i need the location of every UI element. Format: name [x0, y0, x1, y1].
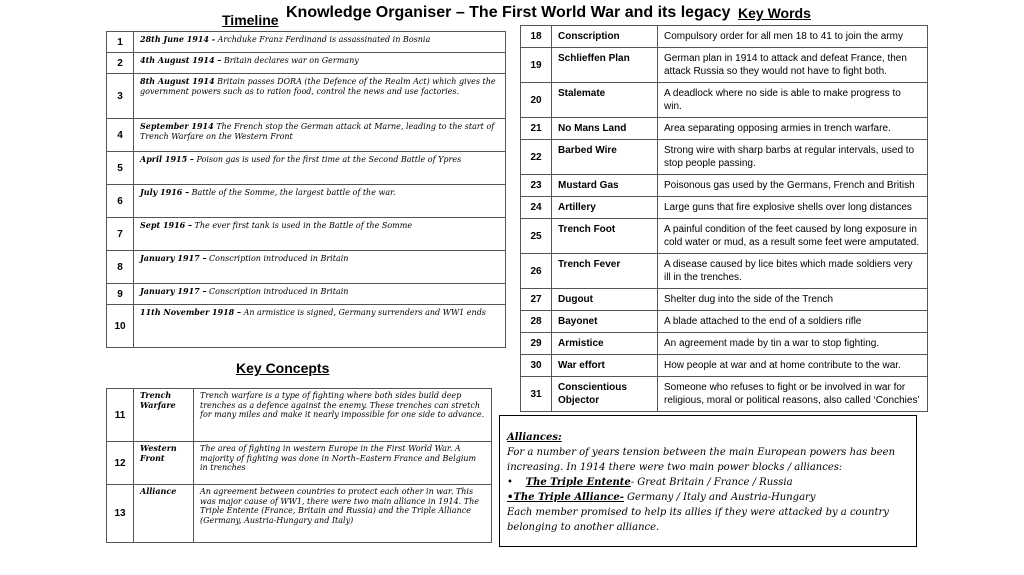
- entente-members: - Great Britain / France / Russia: [630, 477, 793, 488]
- table-row: [521, 175, 928, 197]
- alliances-intro: For a number of years tension between the main European powers has been increasing. In 1914 there were two main power blocks / alliances:: [507, 447, 896, 473]
- row-number: 6: [107, 185, 134, 218]
- key-word-definition: Area separating opposing armies in trench warfare.: [658, 118, 928, 140]
- concept-term: Western Front: [134, 442, 194, 485]
- timeline-table: [106, 31, 506, 348]
- timeline-date: 8th August 1914: [140, 76, 215, 86]
- concept-term: Alliance: [134, 485, 194, 543]
- timeline-date: Sept 1916 –: [140, 220, 192, 230]
- key-word-definition: Someone who refuses to fight or be involved in war for religious, moral or political reasons, also called ‘Conchies’: [658, 377, 928, 412]
- timeline-text: Britain passes DORA (the Defence of the Realm Act) which gives the government powers such as to ration food, control the news and use factories.: [140, 77, 496, 96]
- row-number: 3: [107, 74, 134, 119]
- table-row: [521, 197, 928, 219]
- row-number: 24: [521, 197, 552, 219]
- timeline-entry: [134, 53, 506, 74]
- key-word-definition: An agreement made by tin a war to stop fighting.: [658, 333, 928, 355]
- table-row: [107, 74, 506, 119]
- row-number: 4: [107, 119, 134, 152]
- table-row: [521, 333, 928, 355]
- timeline-entry: [134, 152, 506, 185]
- key-word-term: Conscientious Objector: [552, 377, 658, 412]
- timeline-entry: [134, 74, 506, 119]
- bullet-icon: •: [507, 477, 526, 488]
- alliances-box: [499, 415, 917, 547]
- timeline-date: September 1914: [140, 121, 214, 131]
- timeline-entry: [134, 251, 506, 284]
- table-row: [521, 289, 928, 311]
- timeline-text: Archduke Franz Ferdinand is assassinated in Bosnia: [217, 35, 431, 44]
- key-word-definition: A disease caused by lice bites which made soldiers very ill in the trenches.: [658, 254, 928, 289]
- row-number: 12: [107, 442, 134, 485]
- key-word-definition: How people at war and at home contribute to the war.: [658, 355, 928, 377]
- row-number: 8: [107, 251, 134, 284]
- alliances-closing: Each member promised to help its allies if they were attacked by a country belonging to another alliance.: [507, 507, 889, 533]
- table-row: [107, 32, 506, 53]
- row-number: 10: [107, 305, 134, 348]
- concept-definition: The area of fighting in western Europe in the First World War. A majority of fighting was done in North–Eastern France and Belgium in trenches: [194, 442, 492, 485]
- page-title: Knowledge Organiser – The First World War and its legacy: [286, 4, 731, 21]
- table-row: [521, 311, 928, 333]
- table-row: [107, 305, 506, 348]
- timeline-heading: Timeline: [222, 12, 279, 28]
- timeline-entry: [134, 119, 506, 152]
- concept-definition: Trench warfare is a type of fighting where both sides build deep trenches as a defence against the enemy. These trenches can stretch for many miles and make it nearly impossible for one side to advance.: [194, 389, 492, 442]
- row-number: 28: [521, 311, 552, 333]
- row-number: 13: [107, 485, 134, 543]
- key-word-term: Armistice: [552, 333, 658, 355]
- table-row: [521, 26, 928, 48]
- row-number: 19: [521, 48, 552, 83]
- key-word-definition: A painful condition of the feet caused by long exposure in cold water or mud, as a result some feet were amputated.: [658, 219, 928, 254]
- timeline-text: Poison gas is used for the first time at the Second Battle of Ypres: [196, 155, 462, 164]
- row-number: 5: [107, 152, 134, 185]
- key-word-definition: German plan in 1914 to attack and defeat France, then attack Russia so they would not have to fight both.: [658, 48, 928, 83]
- key-word-term: Dugout: [552, 289, 658, 311]
- timeline-text: The French stop the German attack at Marne, leading to the start of Trench Warfare on the Western Front: [140, 122, 495, 141]
- row-number: 2: [107, 53, 134, 74]
- table-row: [107, 442, 492, 485]
- timeline-text: Britain declares war on Germany: [223, 56, 359, 65]
- timeline-date: 11th November 1918 –: [140, 307, 242, 317]
- table-row: [107, 284, 506, 305]
- key-words-table: [520, 25, 928, 412]
- key-word-definition: Strong wire with sharp barbs at regular intervals, used to stop people passing.: [658, 140, 928, 175]
- timeline-entry: [134, 32, 506, 53]
- key-word-term: Barbed Wire: [552, 140, 658, 175]
- timeline-text: An armistice is signed, Germany surrenders and WW1 ends: [243, 308, 486, 317]
- table-row: [107, 53, 506, 74]
- entente-label: The Triple Entente: [525, 477, 631, 488]
- concept-definition: An agreement between countries to protect each other in war. This was major cause of WW1, there were two main alliance in 1914. The Triple Entente (France, Britain and Russia) and the Triple Alliance (Germany, Austria-Hungary and Italy): [194, 485, 492, 543]
- alliance-triple-item: [507, 490, 908, 505]
- row-number: 26: [521, 254, 552, 289]
- key-word-term: Artillery: [552, 197, 658, 219]
- timeline-text: Conscription introduced in Britain: [209, 287, 349, 296]
- key-concepts-table: [106, 388, 492, 543]
- triple-alliance-members: Germany / Italy and Austria-Hungary: [623, 492, 816, 503]
- row-number: 11: [107, 389, 134, 442]
- concept-term: Trench Warfare: [134, 389, 194, 442]
- timeline-date: July 1916 –: [140, 187, 190, 197]
- row-number: 25: [521, 219, 552, 254]
- row-number: 23: [521, 175, 552, 197]
- table-row: [521, 254, 928, 289]
- timeline-entry: [134, 284, 506, 305]
- key-words-heading: Key Words: [738, 5, 811, 21]
- timeline-date: January 1917 –: [140, 253, 207, 263]
- timeline-text: Battle of the Somme, the largest battle of the war.: [191, 188, 396, 197]
- key-word-term: Mustard Gas: [552, 175, 658, 197]
- table-row: [521, 140, 928, 175]
- row-number: 31: [521, 377, 552, 412]
- table-row: [521, 48, 928, 83]
- table-row: [107, 389, 492, 442]
- table-row: [107, 485, 492, 543]
- table-row: [521, 355, 928, 377]
- timeline-date: April 1915 –: [140, 154, 194, 164]
- row-number: 27: [521, 289, 552, 311]
- key-word-definition: Large guns that fire explosive shells over long distances: [658, 197, 928, 219]
- timeline-entry: [134, 305, 506, 348]
- row-number: 7: [107, 218, 134, 251]
- timeline-text: The ever first tank is used in the Battle of the Somme: [194, 221, 413, 230]
- row-number: 20: [521, 83, 552, 118]
- key-word-definition: Compulsory order for all men 18 to 41 to join the army: [658, 26, 928, 48]
- row-number: 1: [107, 32, 134, 53]
- table-row: [107, 119, 506, 152]
- key-word-definition: A deadlock where no side is able to make progress to win.: [658, 83, 928, 118]
- key-word-term: Trench Foot: [552, 219, 658, 254]
- table-row: [521, 377, 928, 412]
- key-word-term: No Mans Land: [552, 118, 658, 140]
- table-row: [521, 219, 928, 254]
- key-word-term: Schlieffen Plan: [552, 48, 658, 83]
- timeline-date: 4th August 1914 –: [140, 55, 222, 65]
- timeline-entry: [134, 185, 506, 218]
- row-number: 21: [521, 118, 552, 140]
- timeline-text: Conscription introduced in Britain: [209, 254, 349, 263]
- row-number: 9: [107, 284, 134, 305]
- table-row: [521, 118, 928, 140]
- triple-alliance-label: •The Triple Alliance-: [507, 492, 624, 503]
- key-word-term: Trench Fever: [552, 254, 658, 289]
- row-number: 29: [521, 333, 552, 355]
- key-word-term: War effort: [552, 355, 658, 377]
- key-concepts-heading: Key Concepts: [236, 360, 330, 376]
- timeline-entry: [134, 218, 506, 251]
- row-number: 18: [521, 26, 552, 48]
- alliances-heading: Alliances:: [507, 432, 562, 443]
- key-word-term: Bayonet: [552, 311, 658, 333]
- table-row: [107, 251, 506, 284]
- key-word-definition: Poisonous gas used by the Germans, French and British: [658, 175, 928, 197]
- key-word-term: Stalemate: [552, 83, 658, 118]
- table-row: [107, 152, 506, 185]
- row-number: 30: [521, 355, 552, 377]
- timeline-date: 28th June 1914 -: [140, 34, 216, 44]
- row-number: 22: [521, 140, 552, 175]
- alliance-entente-item: [507, 475, 908, 490]
- key-word-term: Conscription: [552, 26, 658, 48]
- table-row: [107, 218, 506, 251]
- key-word-definition: A blade attached to the end of a soldiers rifle: [658, 311, 928, 333]
- key-word-definition: Shelter dug into the side of the Trench: [658, 289, 928, 311]
- timeline-date: January 1917 –: [140, 286, 207, 296]
- table-row: [521, 83, 928, 118]
- table-row: [107, 185, 506, 218]
